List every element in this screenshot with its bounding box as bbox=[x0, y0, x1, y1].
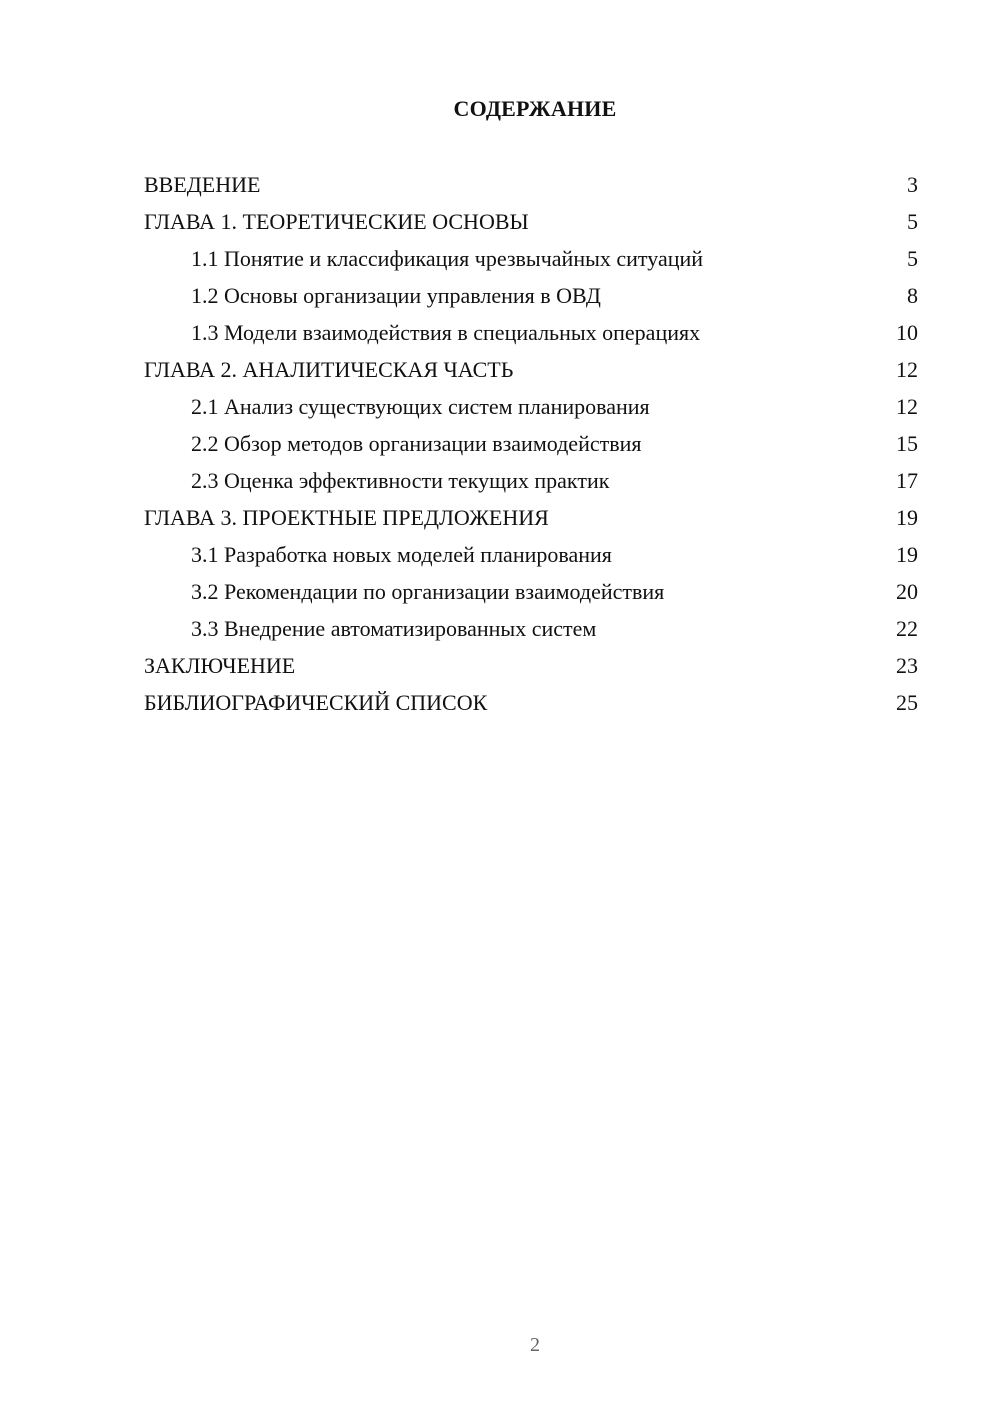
toc-entry-page: 20 bbox=[896, 579, 918, 604]
toc-entry-label: ГЛАВА 2. АНАЛИТИЧЕСКАЯ ЧАСТЬ bbox=[144, 357, 514, 382]
toc-entry-label: 2.2 Обзор методов организации взаимодействия bbox=[191, 431, 642, 456]
toc-entry-label: 2.3 Оценка эффективности текущих практик bbox=[191, 468, 610, 493]
toc-entry-chapter-3[interactable] bbox=[144, 499, 918, 536]
toc-entry-label: 1.3 Модели взаимодействия в специальных операциях bbox=[191, 320, 701, 345]
toc-entry-label: ГЛАВА 3. ПРОЕКТНЫЕ ПРЕДЛОЖЕНИЯ bbox=[144, 505, 549, 530]
toc-entry-label: ГЛАВА 1. ТЕОРЕТИЧЕСКИЕ ОСНОВЫ bbox=[144, 209, 529, 234]
toc-entry-label: 3.2 Рекомендации по организации взаимодействия bbox=[191, 579, 665, 604]
toc-entry-label: БИБЛИОГРАФИЧЕСКИЙ СПИСОК bbox=[144, 690, 488, 715]
toc-entry-page: 23 bbox=[896, 653, 918, 678]
toc-entry-section-1-1[interactable] bbox=[144, 240, 918, 277]
toc-entry-section-2-1[interactable] bbox=[144, 388, 918, 425]
toc-entry-section-3-3[interactable] bbox=[144, 610, 918, 647]
toc-entry-label: 3.1 Разработка новых моделей планирования bbox=[191, 542, 612, 567]
toc-entry-label: ВВЕДЕНИЕ bbox=[144, 172, 261, 197]
toc-entry-section-2-2[interactable] bbox=[144, 425, 918, 462]
toc-entry-page: 19 bbox=[896, 542, 918, 567]
toc-entry-page: 5 bbox=[907, 209, 918, 234]
toc-entry-page: 22 bbox=[896, 616, 918, 641]
toc-entry-label: ЗАКЛЮЧЕНИЕ bbox=[144, 653, 296, 678]
toc-entry-introduction[interactable] bbox=[144, 166, 918, 203]
toc-entry-page: 8 bbox=[907, 283, 918, 308]
toc-entry-page: 10 bbox=[896, 320, 918, 345]
table-of-contents bbox=[144, 166, 918, 721]
toc-entry-label: 2.1 Анализ существующих систем планирования bbox=[191, 394, 650, 419]
toc-entry-section-3-1[interactable] bbox=[144, 536, 918, 573]
page-title: СОДЕРЖАНИЕ bbox=[453, 96, 617, 121]
toc-entry-page: 17 bbox=[896, 468, 918, 493]
toc-entry-section-1-2[interactable] bbox=[144, 277, 918, 314]
toc-entry-page: 15 bbox=[896, 431, 918, 456]
toc-entry-section-2-3[interactable] bbox=[144, 462, 918, 499]
toc-entry-page: 19 bbox=[896, 505, 918, 530]
toc-entry-label: 3.3 Внедрение автоматизированных систем bbox=[191, 616, 597, 641]
toc-entry-page: 3 bbox=[907, 172, 918, 197]
toc-entry-page: 12 bbox=[896, 357, 918, 382]
toc-entry-chapter-2[interactable] bbox=[144, 351, 918, 388]
toc-entry-section-3-2[interactable] bbox=[144, 573, 918, 610]
toc-entry-page: 25 bbox=[896, 690, 918, 715]
page-number: 2 bbox=[530, 1334, 540, 1356]
toc-entry-bibliography[interactable] bbox=[144, 684, 918, 721]
toc-entry-conclusion[interactable] bbox=[144, 647, 918, 684]
toc-entry-page: 12 bbox=[896, 394, 918, 419]
toc-entry-label: 1.2 Основы организации управления в ОВД bbox=[191, 283, 601, 308]
toc-entry-page: 5 bbox=[907, 246, 918, 271]
toc-entry-section-1-3[interactable] bbox=[144, 314, 918, 351]
toc-entry-label: 1.1 Понятие и классификация чрезвычайных ситуаций bbox=[191, 246, 704, 271]
toc-entry-chapter-1[interactable] bbox=[144, 203, 918, 240]
